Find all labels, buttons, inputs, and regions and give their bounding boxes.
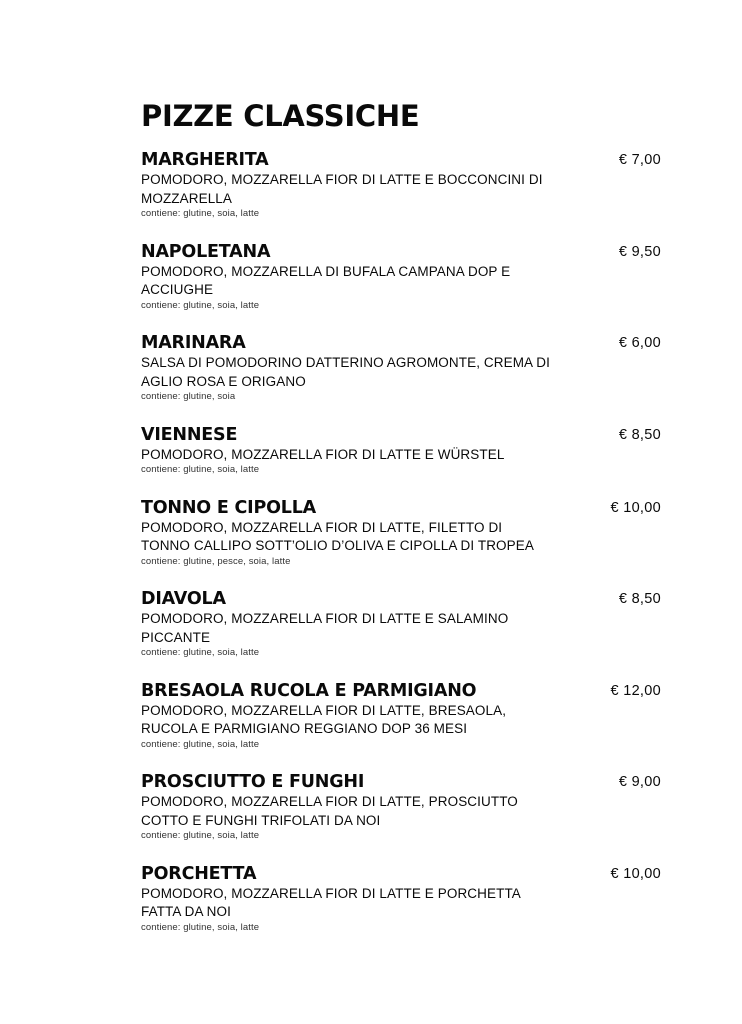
menu-item: [141, 333, 661, 403]
item-price: € 7,00: [618, 152, 661, 168]
item-name: TONNO E CIPOLLA: [141, 497, 317, 518]
item-name: VIENNESE: [141, 424, 238, 445]
item-allergens: contiene: glutine, soia, latte: [141, 830, 260, 841]
item-allergens: contiene: glutine, soia, latte: [141, 464, 260, 475]
menu-item: [141, 242, 661, 312]
item-description: POMODORO, MOZZARELLA DI BUFALA CAMPANA DOP E ACCIUGHE: [141, 263, 511, 297]
item-description: POMODORO, MOZZARELLA FIOR DI LATTE E BOCCONCINI DI MOZZARELLA: [141, 172, 543, 206]
item-description: POMODORO, MOZZARELLA FIOR DI LATTE E PORCHETTA FATTA DA NOI: [141, 885, 521, 919]
item-name: PORCHETTA: [141, 863, 257, 884]
item-price: € 9,50: [618, 243, 661, 260]
item-price: € 8,50: [618, 426, 661, 443]
item-allergens: contiene: glutine, soia, latte: [141, 208, 260, 219]
menu-item: [141, 589, 661, 659]
item-allergens: contiene: glutine, soia, latte: [141, 738, 260, 750]
item-description: SALSA DI POMODORINO DATTERINO AGROMONTE, CREMA DI AGLIO ROSA E ORIGANO: [141, 355, 550, 389]
item-price: € 12,00: [610, 682, 661, 699]
menu-item-list: [141, 150, 661, 934]
item-price: € 10,00: [610, 499, 661, 516]
item-name: MARINARA: [141, 333, 246, 353]
item-name: MARGHERITA: [141, 150, 269, 170]
item-description: POMODORO, MOZZARELLA FIOR DI LATTE E WÜRSTEL: [141, 446, 505, 462]
item-description: POMODORO, MOZZARELLA FIOR DI LATTE E SALAMINO PICCANTE: [141, 611, 509, 645]
menu-item: [141, 772, 661, 842]
menu-item: [141, 681, 661, 751]
item-allergens: contiene: glutine, soia: [141, 391, 236, 402]
item-allergens: contiene: glutine, pesce, soia, latte: [141, 555, 291, 567]
item-name: PROSCIUTTO E FUNGHI: [141, 772, 365, 792]
item-name: NAPOLETANA: [141, 241, 271, 262]
menu-section-title: PIZZE CLASSICHE: [141, 99, 420, 133]
item-price: € 8,50: [618, 591, 661, 607]
menu-item: [141, 498, 661, 568]
menu-item: [141, 425, 661, 477]
item-description: POMODORO, MOZZARELLA FIOR DI LATTE, FILETTO DI TONNO CALLIPO SOTT’OLIO D’OLIVA E CIPOLLA DI TROPEA: [141, 519, 534, 553]
menu-item: [141, 864, 661, 934]
item-price: € 9,00: [618, 774, 661, 790]
item-price: € 6,00: [618, 335, 661, 351]
item-allergens: contiene: glutine, soia, latte: [141, 299, 260, 311]
menu-item: [141, 150, 661, 220]
item-description: POMODORO, MOZZARELLA FIOR DI LATTE, BRESAOLA, RUCOLA E PARMIGIANO REGGIANO DOP 36 MESI: [141, 702, 507, 736]
item-description: POMODORO, MOZZARELLA FIOR DI LATTE, PROSCIUTTO COTTO E FUNGHI TRIFOLATI DA NOI: [141, 794, 518, 828]
item-name: BRESAOLA RUCOLA E PARMIGIANO: [141, 680, 477, 701]
item-allergens: contiene: glutine, soia, latte: [141, 921, 260, 933]
item-name: DIAVOLA: [141, 589, 226, 609]
item-price: € 10,00: [610, 865, 661, 882]
item-allergens: contiene: glutine, soia, latte: [141, 647, 260, 658]
menu-page: [141, 96, 661, 955]
